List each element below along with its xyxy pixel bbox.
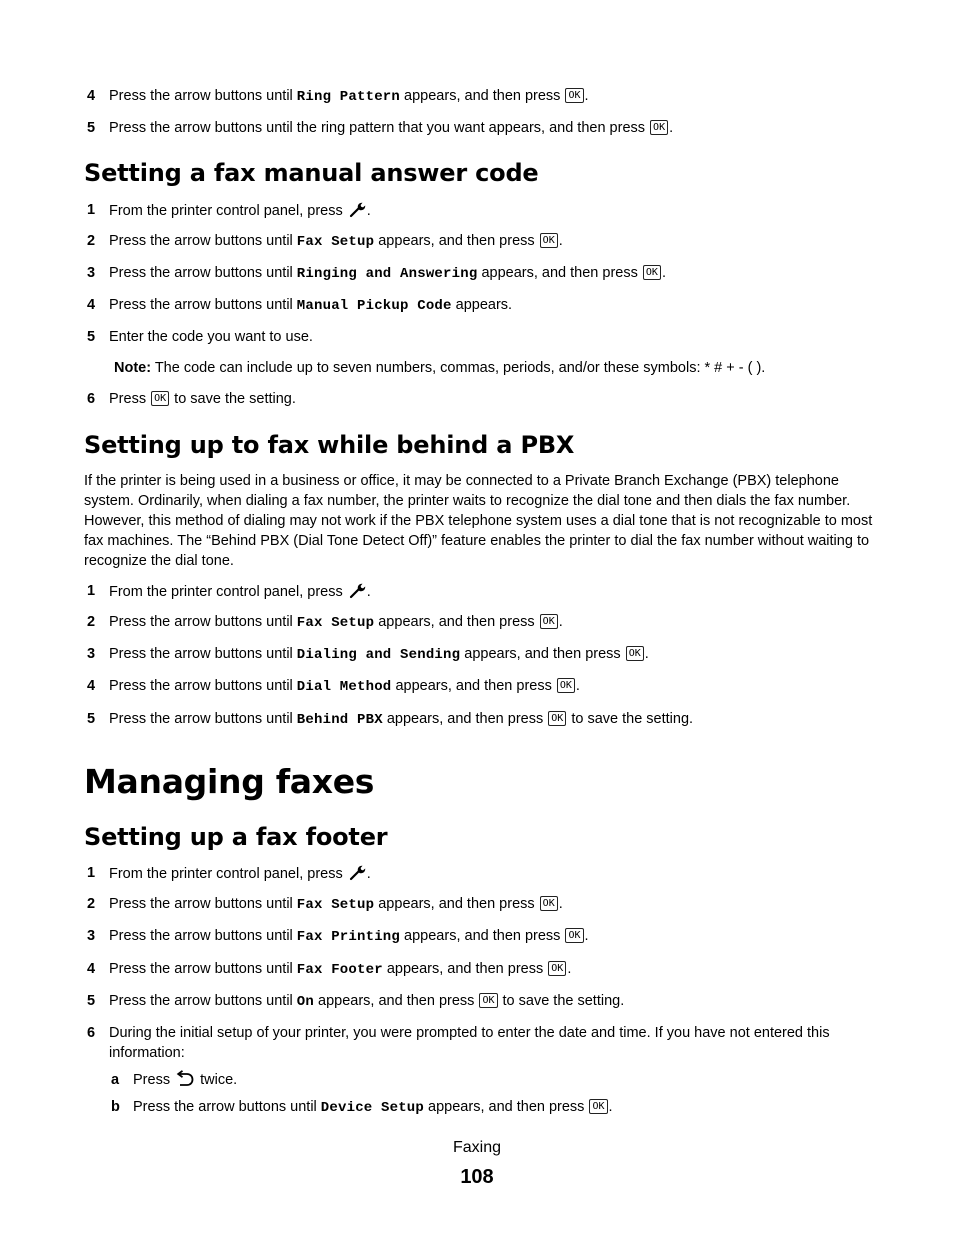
step-number: 5 — [87, 329, 96, 345]
step-text: Press the arrow buttons until Fax Setup appears, and then press OK . — [109, 233, 563, 250]
ok-button-icon: OK — [565, 928, 583, 943]
step-text: Press the arrow buttons until Behind PBX appears, and then press OK to save the setting. — [109, 711, 694, 728]
paragraph: If the printer is being used in a business or office, it may be connected to a Private Branch Exchange (PBX) telephone system. Ordinarily, when dialing a fax number, the printer waits to recognize the dial tone and then dials the fax number. However, this method of dialing may not work if the PBX telephone system uses a dial tone that is not recognizable to most fax machines. The “Behind PBX (Dial Tone Detect Off)” feature enables the printer to dial the fax number without waiting to recognize the dial tone. — [84, 473, 873, 569]
step-number: 5 — [87, 120, 96, 136]
step-text: From the printer control panel, press . — [109, 863, 874, 887]
substep-text: Press twice. — [133, 1070, 874, 1093]
step-text: Press the arrow buttons until Manual Pickup Code appears. — [109, 297, 513, 314]
menu-code: Ring Pattern — [296, 89, 401, 105]
step-text: Press the arrow buttons until Fax Setup appears, and then press OK . — [109, 614, 563, 631]
step-number: 4 — [87, 961, 96, 977]
step-text: From the printer control panel, press . — [109, 581, 874, 605]
step-text: From the printer control panel, press . — [109, 200, 874, 224]
step-number: 5 — [87, 993, 96, 1009]
substep-text: Press the arrow buttons until Device Setup appears, and then press OK . — [133, 1099, 613, 1116]
ok-button-icon: OK — [540, 233, 558, 248]
step-number: 1 — [87, 865, 96, 881]
page-number: 108 — [460, 1166, 494, 1188]
ok-button-icon: OK — [479, 993, 497, 1008]
note-text: The code can include up to seven numbers, commas, periods, and/or these symbols: * # + - ( ). — [151, 360, 766, 376]
step-text: Press OK to save the setting. — [109, 391, 296, 407]
menu-code: Fax Setup — [296, 897, 375, 913]
step-number: 4 — [87, 678, 96, 694]
menu-code: Device Setup — [320, 1100, 425, 1116]
ok-button-icon: OK — [589, 1099, 607, 1114]
ok-button-icon: OK — [650, 120, 668, 135]
ok-button-icon: OK — [540, 896, 558, 911]
step-text: Press the arrow buttons until Fax Setup appears, and then press OK . — [109, 896, 563, 913]
step-number: 3 — [87, 265, 96, 281]
step-number: 4 — [87, 297, 96, 313]
menu-code: Fax Printing — [296, 929, 401, 945]
ok-button-icon: OK — [626, 646, 644, 661]
step-number: 6 — [87, 391, 96, 407]
menu-code: Dialing and Sending — [296, 647, 461, 663]
step-number: 5 — [87, 711, 96, 727]
ok-button-icon: OK — [151, 391, 169, 406]
step-text: Press the arrow buttons until the ring pattern that you want appears, and then press OK . — [109, 120, 674, 136]
step-text: Press the arrow buttons until Fax Footer appears, and then press OK . — [109, 961, 572, 978]
chapter-title: Managing faxes — [84, 762, 375, 801]
menu-code: Dial Method — [296, 679, 392, 695]
section-heading: Setting a fax manual answer code — [84, 159, 539, 187]
wrench-icon — [348, 863, 366, 887]
menu-code: On — [296, 994, 314, 1010]
step-text: Press the arrow buttons until Fax Printing appears, and then press OK . — [109, 928, 589, 945]
step-text: Press the arrow buttons until Dial Method appears, and then press OK . — [109, 678, 580, 695]
note-label: Note: — [114, 360, 152, 376]
section-heading: Setting up a fax footer — [84, 823, 388, 851]
wrench-icon — [348, 581, 366, 605]
step-number: 1 — [87, 202, 96, 218]
ok-button-icon: OK — [540, 614, 558, 629]
ok-button-icon: OK — [643, 265, 661, 280]
step-number: 1 — [87, 583, 96, 599]
ok-button-icon: OK — [557, 678, 575, 693]
menu-code: Behind PBX — [296, 712, 383, 728]
step-number: 2 — [87, 614, 96, 630]
step-number: 6 — [87, 1025, 96, 1041]
back-arrow-icon — [175, 1070, 195, 1093]
step-number: 2 — [87, 896, 96, 912]
step-text: Press the arrow buttons until Ring Pattern appears, and then press OK . — [109, 88, 589, 105]
step-text: Enter the code you want to use. — [109, 329, 313, 345]
menu-code: Manual Pickup Code — [296, 298, 452, 314]
step-text: Press the arrow buttons until Dialing and Sending appears, and then press OK . — [109, 646, 649, 663]
ok-button-icon: OK — [548, 961, 566, 976]
wrench-icon — [348, 200, 366, 224]
menu-code: Ringing and Answering — [296, 266, 478, 282]
footer-chapter-label: Faxing — [452, 1139, 502, 1156]
step-number: 3 — [87, 928, 96, 944]
step-text: During the initial setup of your printer, you were prompted to enter the date and time. If you have not entered this information: — [109, 1025, 830, 1061]
step-text: Press the arrow buttons until On appears, and then press OK to save the setting. — [109, 993, 625, 1010]
ok-button-icon: OK — [548, 711, 566, 726]
menu-code: Fax Setup — [296, 615, 375, 631]
menu-code: Fax Setup — [296, 234, 375, 250]
step-number: 2 — [87, 233, 96, 249]
note — [114, 358, 874, 378]
step-number: 4 — [87, 88, 96, 104]
step-number: 3 — [87, 646, 96, 662]
step-text: Press the arrow buttons until Ringing and Answering appears, and then press OK . — [109, 265, 666, 282]
ok-button-icon: OK — [565, 88, 583, 103]
substep-letter: a — [111, 1072, 120, 1088]
substep-letter: b — [111, 1099, 120, 1115]
menu-code: Fax Footer — [296, 962, 383, 978]
section-heading: Setting up to fax while behind a PBX — [84, 431, 575, 459]
